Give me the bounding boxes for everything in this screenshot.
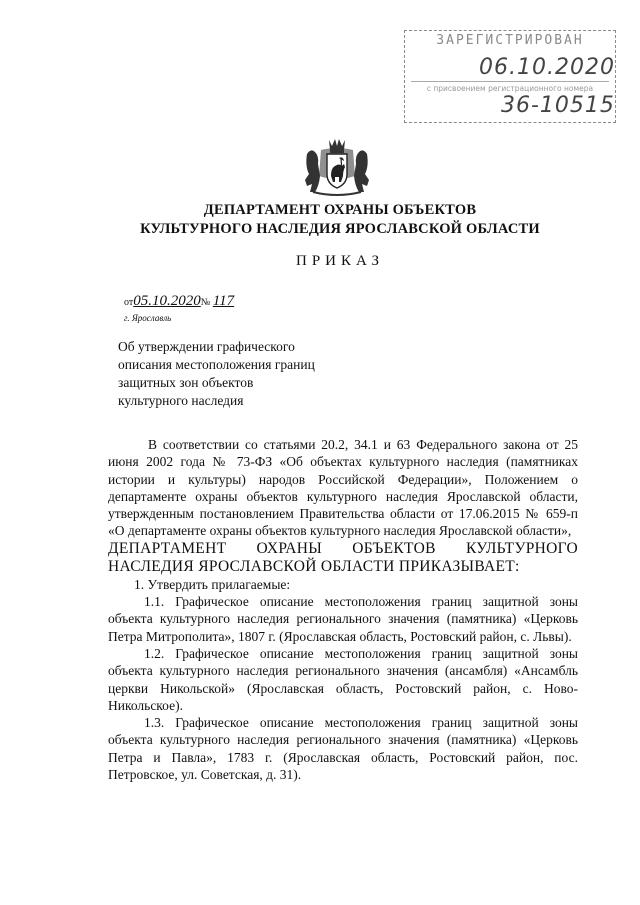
number-prefix: № [200, 297, 211, 308]
preamble-paragraph: В соответствии со статьями 20.2, 34.1 и 63 Федерального закона от 25 июня 2002 года № 73-ФЗ «Об объектах культурного наследия (памятниках истории и культуры) народов Российской Федерации», Положением о департаменте охраны объектов культурного наследия Ярославской области, утвержденным постановлением Правительства области от 17.06.2015 № 659-п «О департаменте охраны объектов культурного наследия Ярославской области», [108, 437, 578, 539]
order-place: г. Ярославль [124, 313, 172, 323]
document-type: ПРИКАЗ [296, 253, 384, 269]
registration-stamp [404, 30, 616, 123]
item-1-2: 1.2. Графическое описание местоположения границ защитной зоны объекта культурного наследия регионального значения (ансамбля) «Ансамбль церкви Никольской» (Ярославская область, Ростовский район, с. Ново-Никольское). [108, 645, 578, 713]
subject-line: культурного наследия [118, 393, 244, 408]
stamp-note: с присвоением регистрационного номера [426, 84, 594, 93]
stamp-header: ЗАРЕГИСТРИРОВАН [436, 33, 584, 48]
date-prefix: от [124, 297, 134, 308]
coat-of-arms-icon [301, 136, 373, 198]
subject-line: Об утверждении графического [118, 339, 295, 354]
order-date: 05.10.2020 [133, 293, 201, 309]
stamp-date: 06.10.2020 [479, 55, 615, 80]
department-title-line2: КУЛЬТУРНОГО НАСЛЕДИЯ ЯРОСЛАВСКОЙ ОБЛАСТИ [140, 221, 540, 237]
subject-line: описания местоположения границ [118, 357, 315, 372]
order-body [108, 436, 578, 783]
item-1: 1. Утвердить прилагаемые: [134, 576, 291, 592]
order-number: 117 [212, 293, 235, 309]
department-title [90, 201, 590, 239]
item-1-1: 1.1. Графическое описание местоположения границ защитной зоны объекта культурного наследия регионального значения (памятника) «Церковь Петра Митрополита», 1807 г. (Ярославская область, Ростовский район, с. Львы). [108, 594, 578, 644]
orders-statement: ДЕПАРТАМЕНТ ОХРАНЫ ОБЪЕКТОВ КУЛЬТУРНОГО НАСЛЕДИЯ ЯРОСЛАВСКОЙ ОБЛАСТИ ПРИКАЗЫВАЕТ: [108, 539, 578, 575]
order-date-number [124, 293, 234, 310]
item-1-3: 1.3. Графическое описание местоположения границ защитной зоны объекта культурного наследия регионального значения (памятника) «Церковь Петра и Павла», 1783 г. (Ярославская область, Ростовский район, пос. Петровское, ул. Советская, д. 31). [108, 715, 578, 783]
department-title-line1: ДЕПАРТАМЕНТ ОХРАНЫ ОБЪЕКТОВ [203, 202, 477, 218]
order-subject [118, 338, 388, 410]
subject-line: защитных зон объектов [118, 375, 254, 390]
stamp-divider [411, 81, 609, 82]
stamp-reg-number: 36-10515 [501, 93, 615, 118]
